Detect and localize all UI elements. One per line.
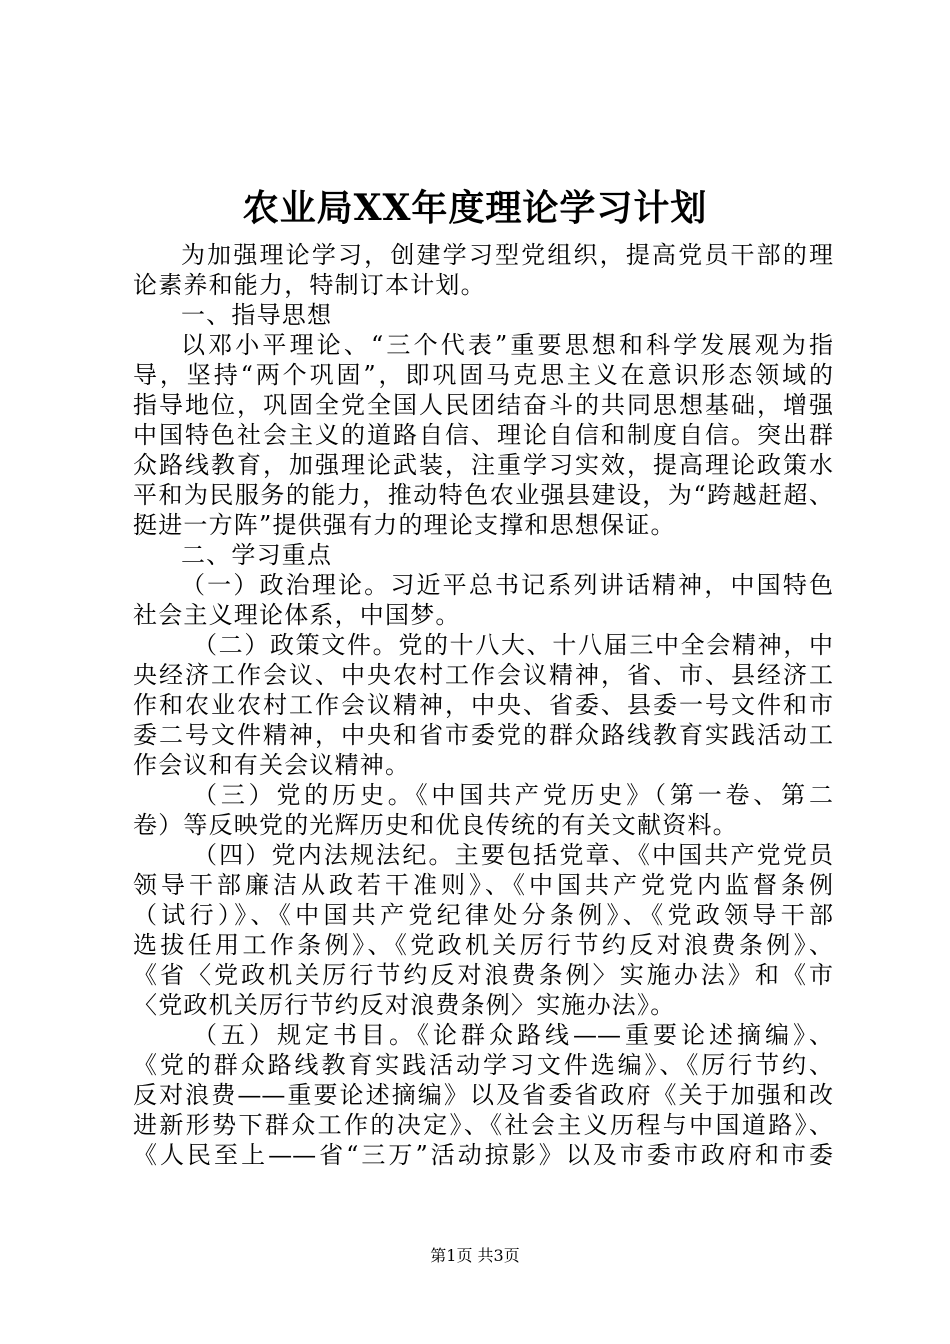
text-line: 为加强理论学习，创建学习型党组织，提高党员干部的理 <box>181 241 833 269</box>
text-line: 〈党政机关厉行节约反对浪费条例〉实施办法》。 <box>133 991 676 1019</box>
text-line: （试行）》、《中国共产党纪律处分条例》、《党政领导干部 <box>133 901 833 929</box>
text-line: （五）规定书目。《论群众路线——重要论述摘编》、 <box>193 1021 833 1049</box>
text-line: 挺进一方阵”提供强有力的理论支撑和思想保证。 <box>133 511 676 539</box>
text-line: 《省〈党政机关厉行节约反对浪费条例〉实施办法》和《市 <box>133 961 833 989</box>
text-line: 《党的群众路线教育实践活动学习文件选编》、《厉行节约、 <box>133 1051 833 1079</box>
text-line: 委二号文件精神，中央和省市委党的群众路线教育实践活动工 <box>133 721 833 749</box>
text-line: 《人民至上——省“三万”活动掠影》以及市委市政府和市委 <box>133 1141 833 1169</box>
text-line: 中国特色社会主义的道路自信、理论自信和制度自信。突出群 <box>133 421 833 449</box>
text-line: （四）党内法规法纪。主要包括党章、《中国共产党党员 <box>193 841 833 869</box>
text-line: 进新形势下群众工作的决定》、《社会主义历程与中国道路》、 <box>133 1111 833 1139</box>
text-line: 领导干部廉洁从政若干准则》、《中国共产党党内监督条例 <box>133 871 833 899</box>
text-line: 众路线教育，加强理论武装，注重学习实效，提高理论政策水 <box>133 451 833 479</box>
text-line: 选拔任用工作条例》、《党政机关厉行节约反对浪费条例》、 <box>133 931 833 959</box>
text-line: 指导地位，巩固全党全国人民团结奋斗的共同思想基础，增强 <box>133 391 833 419</box>
text-line: 论素养和能力，特制订本计划。 <box>133 271 486 299</box>
text-line: 卷）等反映党的光辉历史和优良传统的有关文献资料。 <box>133 811 738 839</box>
document-body <box>133 240 833 1170</box>
text-line: 导，坚持“两个巩固”，即巩固马克思主义在意识形态领域的 <box>133 361 833 389</box>
text-line: （三）党的历史。《中国共产党历史》（第一卷、第二 <box>193 781 833 809</box>
text-line: 社会主义理论体系，中国梦。 <box>133 601 461 629</box>
text-line: （一）政治理论。习近平总书记系列讲话精神，中国特色 <box>181 571 833 599</box>
text-line: 一、指导思想 <box>181 301 333 329</box>
text-line: 央经济工作会议、中央农村工作会议精神，省、市、县经济工 <box>133 661 833 689</box>
text-line: 平和为民服务的能力，推动特色农业强县建设，为“跨越赶超、 <box>133 481 833 509</box>
page-footer: 第1页 共3页 <box>430 1246 520 1265</box>
text-line: 作和农业农村工作会议精神，中央、省委、县委一号文件和市 <box>133 691 833 719</box>
text-line: 作会议和有关会议精神。 <box>133 751 411 779</box>
text-line: （二）政策文件。党的十八大、十八届三中全会精神，中 <box>193 631 833 659</box>
text-line: 二、学习重点 <box>181 541 333 569</box>
text-line: 反对浪费——重要论述摘编》以及省委省政府《关于加强和改 <box>133 1081 833 1109</box>
text-line: 以邓小平理论、“三个代表”重要思想和科学发展观为指 <box>181 331 833 359</box>
document-title: 农业局XX年度理论学习计划 <box>242 187 708 229</box>
